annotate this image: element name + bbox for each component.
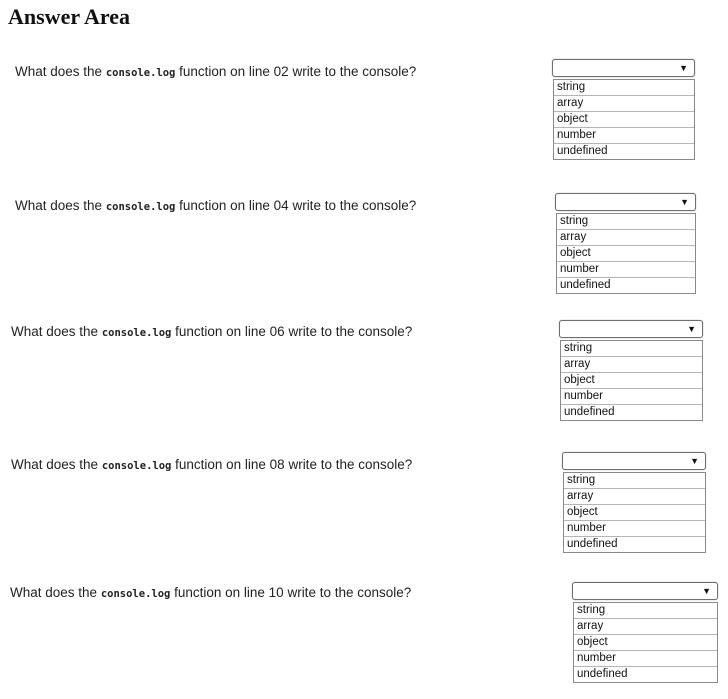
page-title: Answer Area xyxy=(8,4,131,29)
option-array[interactable]: array xyxy=(557,230,695,246)
answer-dropdown-4[interactable] xyxy=(562,452,706,553)
option-array[interactable]: array xyxy=(564,489,705,505)
question-3-text: What does the console.log function on line 06 write to the console? xyxy=(11,324,413,339)
option-undefined[interactable]: undefined xyxy=(577,668,628,680)
answer-dropdown-1[interactable] xyxy=(552,59,695,160)
chevron-down-icon[interactable]: ▼ xyxy=(687,324,696,334)
dropdown-options-1 xyxy=(553,79,695,160)
dropdown-select-3[interactable] xyxy=(559,320,703,338)
question-2-text: What does the console.log function on line 04 write to the console? xyxy=(15,198,417,213)
question-1-text: What does the console.log function on line 02 write to the console? xyxy=(15,64,417,79)
option-object[interactable]: object xyxy=(564,505,705,521)
chevron-down-icon[interactable]: ▼ xyxy=(690,456,699,466)
answer-dropdown-2[interactable] xyxy=(555,193,696,294)
code-snippet: console.log xyxy=(105,201,176,213)
option-string[interactable]: string xyxy=(574,603,717,619)
option-array[interactable]: array xyxy=(561,357,702,373)
dropdown-options-5 xyxy=(573,602,718,683)
option-string[interactable]: string xyxy=(564,473,705,489)
chevron-down-icon[interactable]: ▼ xyxy=(702,586,711,596)
option-object[interactable]: object xyxy=(574,635,717,651)
option-undefined[interactable]: undefined xyxy=(557,145,608,157)
option-object[interactable]: object xyxy=(561,373,702,389)
option-string[interactable]: string xyxy=(561,341,702,357)
chevron-down-icon[interactable]: ▼ xyxy=(679,63,688,73)
option-object[interactable]: object xyxy=(554,112,694,128)
option-number[interactable]: number xyxy=(554,128,694,144)
chevron-down-icon[interactable]: ▼ xyxy=(680,197,689,207)
dropdown-select-1[interactable] xyxy=(552,59,695,77)
option-number[interactable]: number xyxy=(574,651,717,667)
dropdown-select-2[interactable] xyxy=(555,193,696,211)
code-snippet: console.log xyxy=(101,460,172,472)
question-4-text: What does the console.log function on line 08 write to the console? xyxy=(11,457,413,472)
option-undefined[interactable]: undefined xyxy=(560,279,611,291)
answer-dropdown-3[interactable] xyxy=(559,320,703,421)
option-number[interactable]: number xyxy=(564,521,705,537)
option-number[interactable]: number xyxy=(561,389,702,405)
option-object[interactable]: object xyxy=(557,246,695,262)
option-array[interactable]: array xyxy=(574,619,717,635)
option-undefined[interactable]: undefined xyxy=(564,406,615,418)
option-undefined[interactable]: undefined xyxy=(567,538,618,550)
code-snippet: console.log xyxy=(105,67,176,79)
dropdown-options-2 xyxy=(556,213,696,294)
answer-dropdown-5[interactable] xyxy=(572,582,718,683)
option-string[interactable]: string xyxy=(557,214,695,230)
code-snippet: console.log xyxy=(101,327,172,339)
dropdown-options-4 xyxy=(563,472,706,553)
code-snippet: console.log xyxy=(100,588,171,600)
option-array[interactable]: array xyxy=(554,96,694,112)
dropdown-select-4[interactable] xyxy=(562,452,706,470)
option-number[interactable]: number xyxy=(557,262,695,278)
question-5-text: What does the console.log function on line 10 write to the console? xyxy=(10,585,412,600)
option-string[interactable]: string xyxy=(554,80,694,96)
dropdown-options-3 xyxy=(560,340,703,421)
dropdown-select-5[interactable] xyxy=(572,582,718,600)
